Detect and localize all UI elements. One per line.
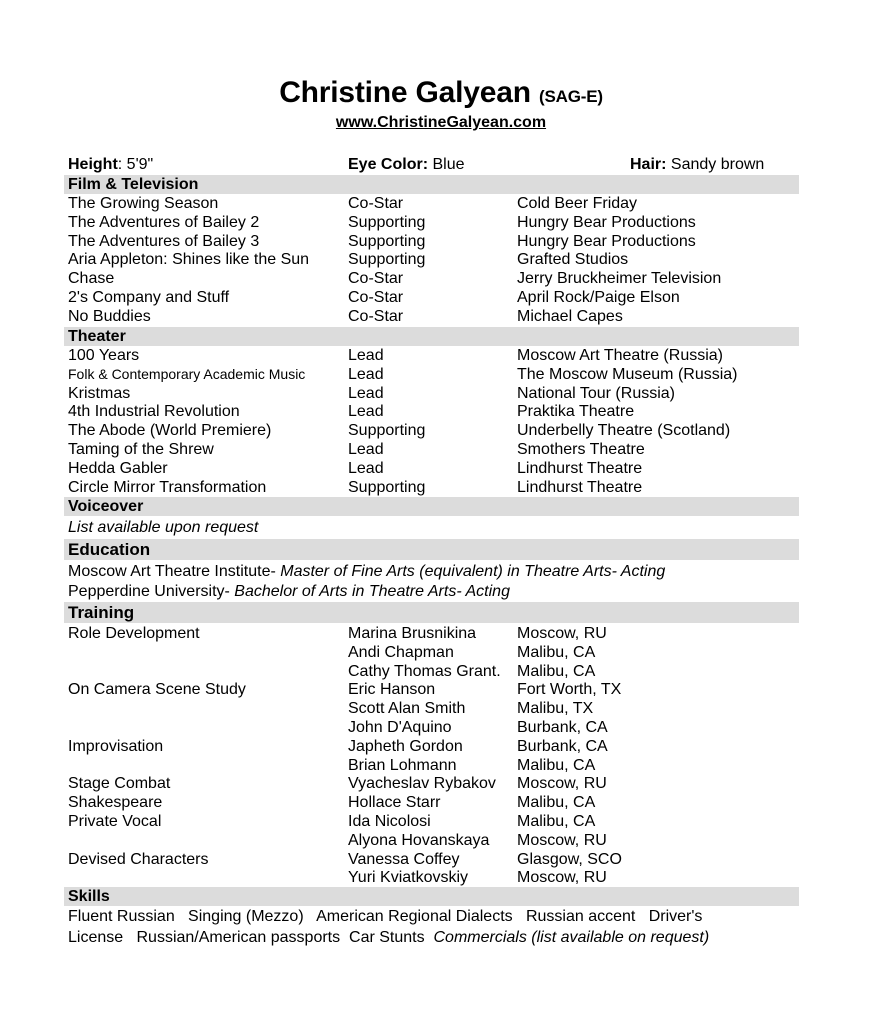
training-row bbox=[68, 662, 800, 681]
degree-name: Master of Fine Arts (equivalent) in Theatre Arts- Acting bbox=[280, 563, 666, 580]
training-instructor: Alyona Hovanskaya bbox=[348, 831, 490, 849]
training-instructor: Marina Brusnikina bbox=[348, 625, 477, 642]
voiceover-note bbox=[68, 518, 800, 537]
credit-title: Taming of the Shrew bbox=[68, 441, 214, 458]
credit-role: Co-Star bbox=[348, 270, 404, 288]
credit-row bbox=[68, 250, 800, 269]
credit-title: Folk & Contemporary Academic Music bbox=[68, 365, 306, 382]
training-subject: Improvisation bbox=[68, 737, 164, 755]
education-entry bbox=[68, 562, 665, 581]
training-row bbox=[68, 793, 800, 812]
eye-color-value: Blue bbox=[428, 156, 465, 173]
stats-row bbox=[68, 155, 800, 174]
credit-role: Co-Star bbox=[348, 307, 404, 325]
credit-venue: Lindhurst Theatre bbox=[517, 478, 643, 496]
training-subject: Role Development bbox=[68, 625, 200, 642]
training-location: Burbank, CA bbox=[517, 719, 608, 736]
credit-row bbox=[68, 288, 800, 307]
training-subject: On Camera Scene Study bbox=[68, 681, 246, 699]
training-instructor: Eric Hanson bbox=[348, 681, 436, 699]
training-row bbox=[68, 624, 800, 643]
training-instructor: Yuri Kviatkovskiy bbox=[348, 869, 469, 887]
skills-text: Fluent Russian Singing (Mezzo) American Regional Dialects Russian accent Driver's bbox=[68, 908, 703, 925]
resume-header-name bbox=[0, 76, 882, 110]
section-header-voiceover bbox=[64, 497, 799, 516]
skills-commercials-note: Commercials (list available on request) bbox=[433, 929, 710, 946]
training-instructor: Cathy Thomas Grant. bbox=[348, 662, 501, 680]
training-location: Malibu, CA bbox=[517, 813, 596, 830]
credit-role: Supporting bbox=[348, 213, 426, 231]
credit-title: The Adventures of Bailey 3 bbox=[68, 232, 260, 250]
section-title: Film & Television bbox=[68, 176, 199, 193]
credit-venue: Lindhurst Theatre bbox=[517, 459, 643, 477]
hair-label: Hair: bbox=[630, 156, 667, 173]
credit-row bbox=[68, 421, 800, 440]
credit-title: 100 Years bbox=[68, 347, 140, 364]
training-instructor: Scott Alan Smith bbox=[348, 700, 466, 718]
credit-company: Jerry Bruckheimer Television bbox=[517, 270, 722, 288]
training-location: Malibu, CA bbox=[517, 756, 596, 774]
credit-role: Co-Star bbox=[348, 195, 404, 212]
credit-venue: The Moscow Museum (Russia) bbox=[517, 365, 738, 383]
credit-title: The Growing Season bbox=[68, 195, 219, 212]
training-subject: Stage Combat bbox=[68, 775, 171, 793]
credit-company: Cold Beer Friday bbox=[517, 195, 638, 212]
credit-title: The Abode (World Premiere) bbox=[68, 422, 272, 440]
training-instructor: Vyacheslav Rybakov bbox=[348, 775, 496, 793]
section-header-film bbox=[64, 175, 799, 194]
school-name: Pepperdine University- bbox=[68, 583, 235, 600]
hair-value: Sandy brown bbox=[666, 156, 765, 173]
credit-row bbox=[68, 478, 800, 497]
credit-venue: Moscow Art Theatre (Russia) bbox=[517, 347, 723, 364]
height-label: Height bbox=[68, 156, 118, 173]
training-location: Moscow, RU bbox=[517, 775, 607, 793]
credit-row bbox=[68, 307, 800, 326]
training-location: Malibu, CA bbox=[517, 643, 596, 661]
training-subject: Devised Characters bbox=[68, 850, 209, 868]
credit-role: Lead bbox=[348, 441, 384, 458]
credit-role: Lead bbox=[348, 384, 384, 402]
actor-name: Christine Galyean bbox=[279, 76, 531, 109]
credit-row bbox=[68, 365, 800, 384]
education-item bbox=[68, 582, 800, 601]
school-name: Moscow Art Theatre Institute- bbox=[68, 563, 281, 580]
training-location: Malibu, CA bbox=[517, 662, 596, 680]
credit-row bbox=[68, 346, 800, 365]
training-row bbox=[68, 850, 800, 869]
skills-line-1 bbox=[68, 907, 800, 926]
credit-title: 2's Company and Stuff bbox=[68, 289, 230, 306]
training-row bbox=[68, 699, 800, 718]
credit-title: Kristmas bbox=[68, 384, 131, 402]
training-location: Moscow, RU bbox=[517, 625, 607, 642]
training-subject: Shakespeare bbox=[68, 794, 163, 812]
credit-title: No Buddies bbox=[68, 307, 151, 325]
credit-company: April Rock/Paige Elson bbox=[517, 289, 680, 306]
training-instructor: Ida Nicolosi bbox=[348, 813, 431, 830]
credit-role: Co-Star bbox=[348, 289, 404, 306]
credit-row bbox=[68, 459, 800, 478]
section-header-skills bbox=[64, 887, 799, 906]
training-instructor: Andi Chapman bbox=[348, 643, 454, 661]
degree-name: Bachelor of Arts in Theatre Arts- Acting bbox=[234, 583, 510, 600]
voiceover-note-text: List available upon request bbox=[68, 519, 259, 536]
credit-company: Hungry Bear Productions bbox=[517, 232, 696, 250]
training-location: Moscow, RU bbox=[517, 831, 607, 849]
section-title: Skills bbox=[68, 888, 110, 905]
credit-title: 4th Industrial Revolution bbox=[68, 403, 240, 421]
skills-line-2 bbox=[68, 928, 800, 947]
section-title: Training bbox=[68, 603, 135, 622]
section-header-training bbox=[64, 602, 799, 623]
training-row bbox=[68, 643, 800, 662]
section-header-theater bbox=[64, 327, 799, 346]
credit-row bbox=[68, 232, 800, 251]
training-row bbox=[68, 774, 800, 793]
credit-company: Michael Capes bbox=[517, 307, 623, 325]
eye-color-stat bbox=[348, 155, 464, 174]
credit-role: Supporting bbox=[348, 478, 426, 496]
credit-row bbox=[68, 402, 800, 421]
credit-title: Circle Mirror Transformation bbox=[68, 478, 267, 496]
training-instructor: Brian Lohmann bbox=[348, 756, 457, 774]
credit-title: Hedda Gabler bbox=[68, 459, 168, 477]
training-subject: Private Vocal bbox=[68, 813, 162, 830]
training-location: Malibu, CA bbox=[517, 794, 596, 812]
training-location: Fort Worth, TX bbox=[517, 681, 622, 699]
union-status: (SAG-E) bbox=[539, 87, 603, 106]
credit-role: Supporting bbox=[348, 251, 426, 269]
credit-title: The Adventures of Bailey 2 bbox=[68, 213, 260, 231]
section-title: Theater bbox=[68, 328, 126, 345]
section-title: Education bbox=[68, 540, 151, 559]
credit-role: Lead bbox=[348, 347, 384, 364]
skills-text-line2 bbox=[68, 928, 709, 947]
height-value: : 5'9" bbox=[117, 156, 154, 173]
training-location: Glasgow, SCO bbox=[517, 850, 622, 868]
credit-role: Supporting bbox=[348, 422, 426, 440]
education-item bbox=[68, 562, 800, 581]
training-instructor: Hollace Starr bbox=[348, 794, 441, 812]
credit-role: Lead bbox=[348, 403, 384, 421]
training-row bbox=[68, 812, 800, 831]
credit-company: Grafted Studios bbox=[517, 251, 629, 269]
section-title: Voiceover bbox=[68, 498, 144, 515]
credit-row bbox=[68, 269, 800, 288]
height-stat bbox=[68, 155, 153, 174]
training-row bbox=[68, 718, 800, 737]
credit-venue: Underbelly Theatre (Scotland) bbox=[517, 422, 731, 440]
education-entry bbox=[68, 582, 510, 601]
credit-row bbox=[68, 213, 800, 232]
credit-venue: National Tour (Russia) bbox=[517, 384, 675, 402]
credit-role: Lead bbox=[348, 459, 384, 477]
hair-stat bbox=[630, 155, 764, 174]
training-instructor: Japheth Gordon bbox=[348, 737, 463, 755]
website-link[interactable]: www.ChristineGalyean.com bbox=[335, 114, 547, 131]
eye-color-label: Eye Color: bbox=[348, 156, 429, 173]
credit-row bbox=[68, 440, 800, 459]
credit-venue: Smothers Theatre bbox=[517, 441, 645, 458]
credit-venue: Praktika Theatre bbox=[517, 403, 635, 421]
training-row bbox=[68, 756, 800, 775]
training-location: Moscow, RU bbox=[517, 869, 607, 887]
training-location: Burbank, CA bbox=[517, 737, 608, 755]
training-row bbox=[68, 737, 800, 756]
credit-row bbox=[68, 384, 800, 403]
training-location: Malibu, TX bbox=[517, 700, 594, 718]
credit-company: Hungry Bear Productions bbox=[517, 213, 696, 231]
section-header-education bbox=[64, 539, 799, 560]
skills-text: License Russian/American passports Car Stunts bbox=[68, 929, 434, 946]
credit-title: Chase bbox=[68, 270, 115, 288]
credit-role: Lead bbox=[348, 365, 384, 383]
training-instructor: John D'Aquino bbox=[348, 719, 452, 736]
training-row bbox=[68, 680, 800, 699]
training-row bbox=[68, 868, 800, 887]
credit-role: Supporting bbox=[348, 232, 426, 250]
training-row bbox=[68, 831, 800, 850]
training-instructor: Vanessa Coffey bbox=[348, 850, 460, 868]
credit-row bbox=[68, 194, 800, 213]
credit-title: Aria Appleton: Shines like the Sun bbox=[68, 251, 310, 269]
